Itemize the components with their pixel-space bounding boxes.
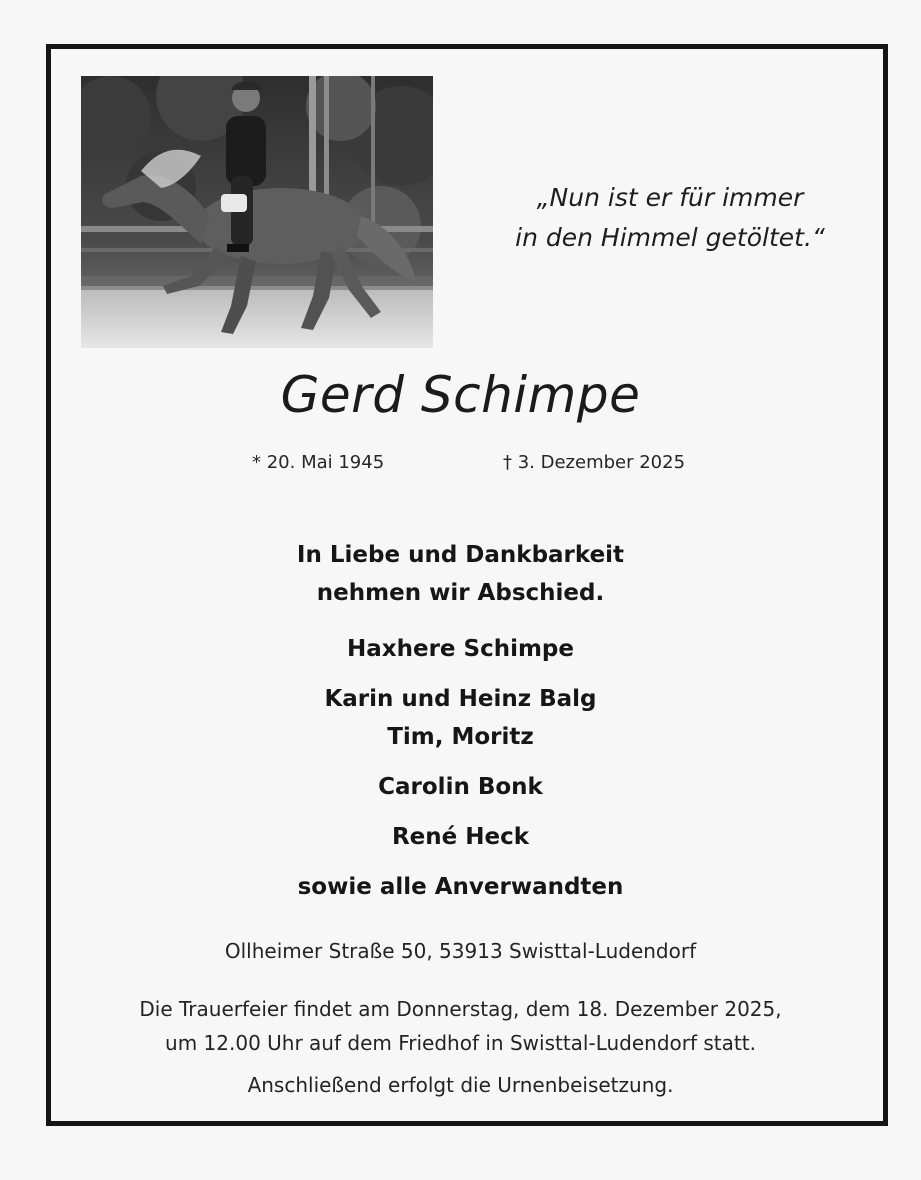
farewell-line-1: In Liebe und Dankbarkeit: [296, 542, 625, 568]
mourner-name: René Heck: [391, 824, 530, 850]
death-date: † 3. Dezember 2025: [503, 452, 686, 473]
mourner-4: [0, 768, 921, 806]
mourner-1: [0, 630, 921, 668]
mourner-family: [0, 680, 921, 756]
mourner-6: [0, 868, 921, 906]
mourner-name: Karin und Heinz Balg: [324, 686, 597, 712]
quote: [470, 178, 870, 258]
rider-on-horse-photo: [81, 76, 433, 348]
deceased-name: Gerd Schimpe: [280, 366, 641, 424]
mourner-5: [0, 818, 921, 856]
farewell-text: [0, 536, 921, 612]
birth-date: * 20. Mai 1945: [252, 452, 385, 473]
address-line: Ollheimer Straße 50, 53913 Swisttal-Ludendorf: [224, 939, 697, 963]
ceremony-info: [0, 992, 921, 1102]
quote-line-2: in den Himmel getöltet.“: [515, 223, 825, 252]
mourner-name: Haxhere Schimpe: [346, 636, 574, 662]
mourner-name: Tim, Moritz: [387, 724, 534, 750]
address: [0, 934, 921, 968]
quote-line-1: „Nun ist er für immer: [536, 183, 804, 212]
farewell-line-2: nehmen wir Abschied.: [316, 580, 605, 606]
ceremony-line-1: Die Trauerfeier findet am Donnerstag, dem 18. Dezember 2025,: [139, 997, 782, 1021]
mourner-name: sowie alle Anverwandten: [297, 874, 624, 900]
ceremony-line-3: Anschließend erfolgt die Urnenbeisetzung.: [247, 1073, 674, 1097]
mourner-name: Carolin Bonk: [378, 774, 543, 800]
ceremony-line-2: um 12.00 Uhr auf dem Friedhof in Swisttal-Ludendorf statt.: [165, 1031, 756, 1055]
